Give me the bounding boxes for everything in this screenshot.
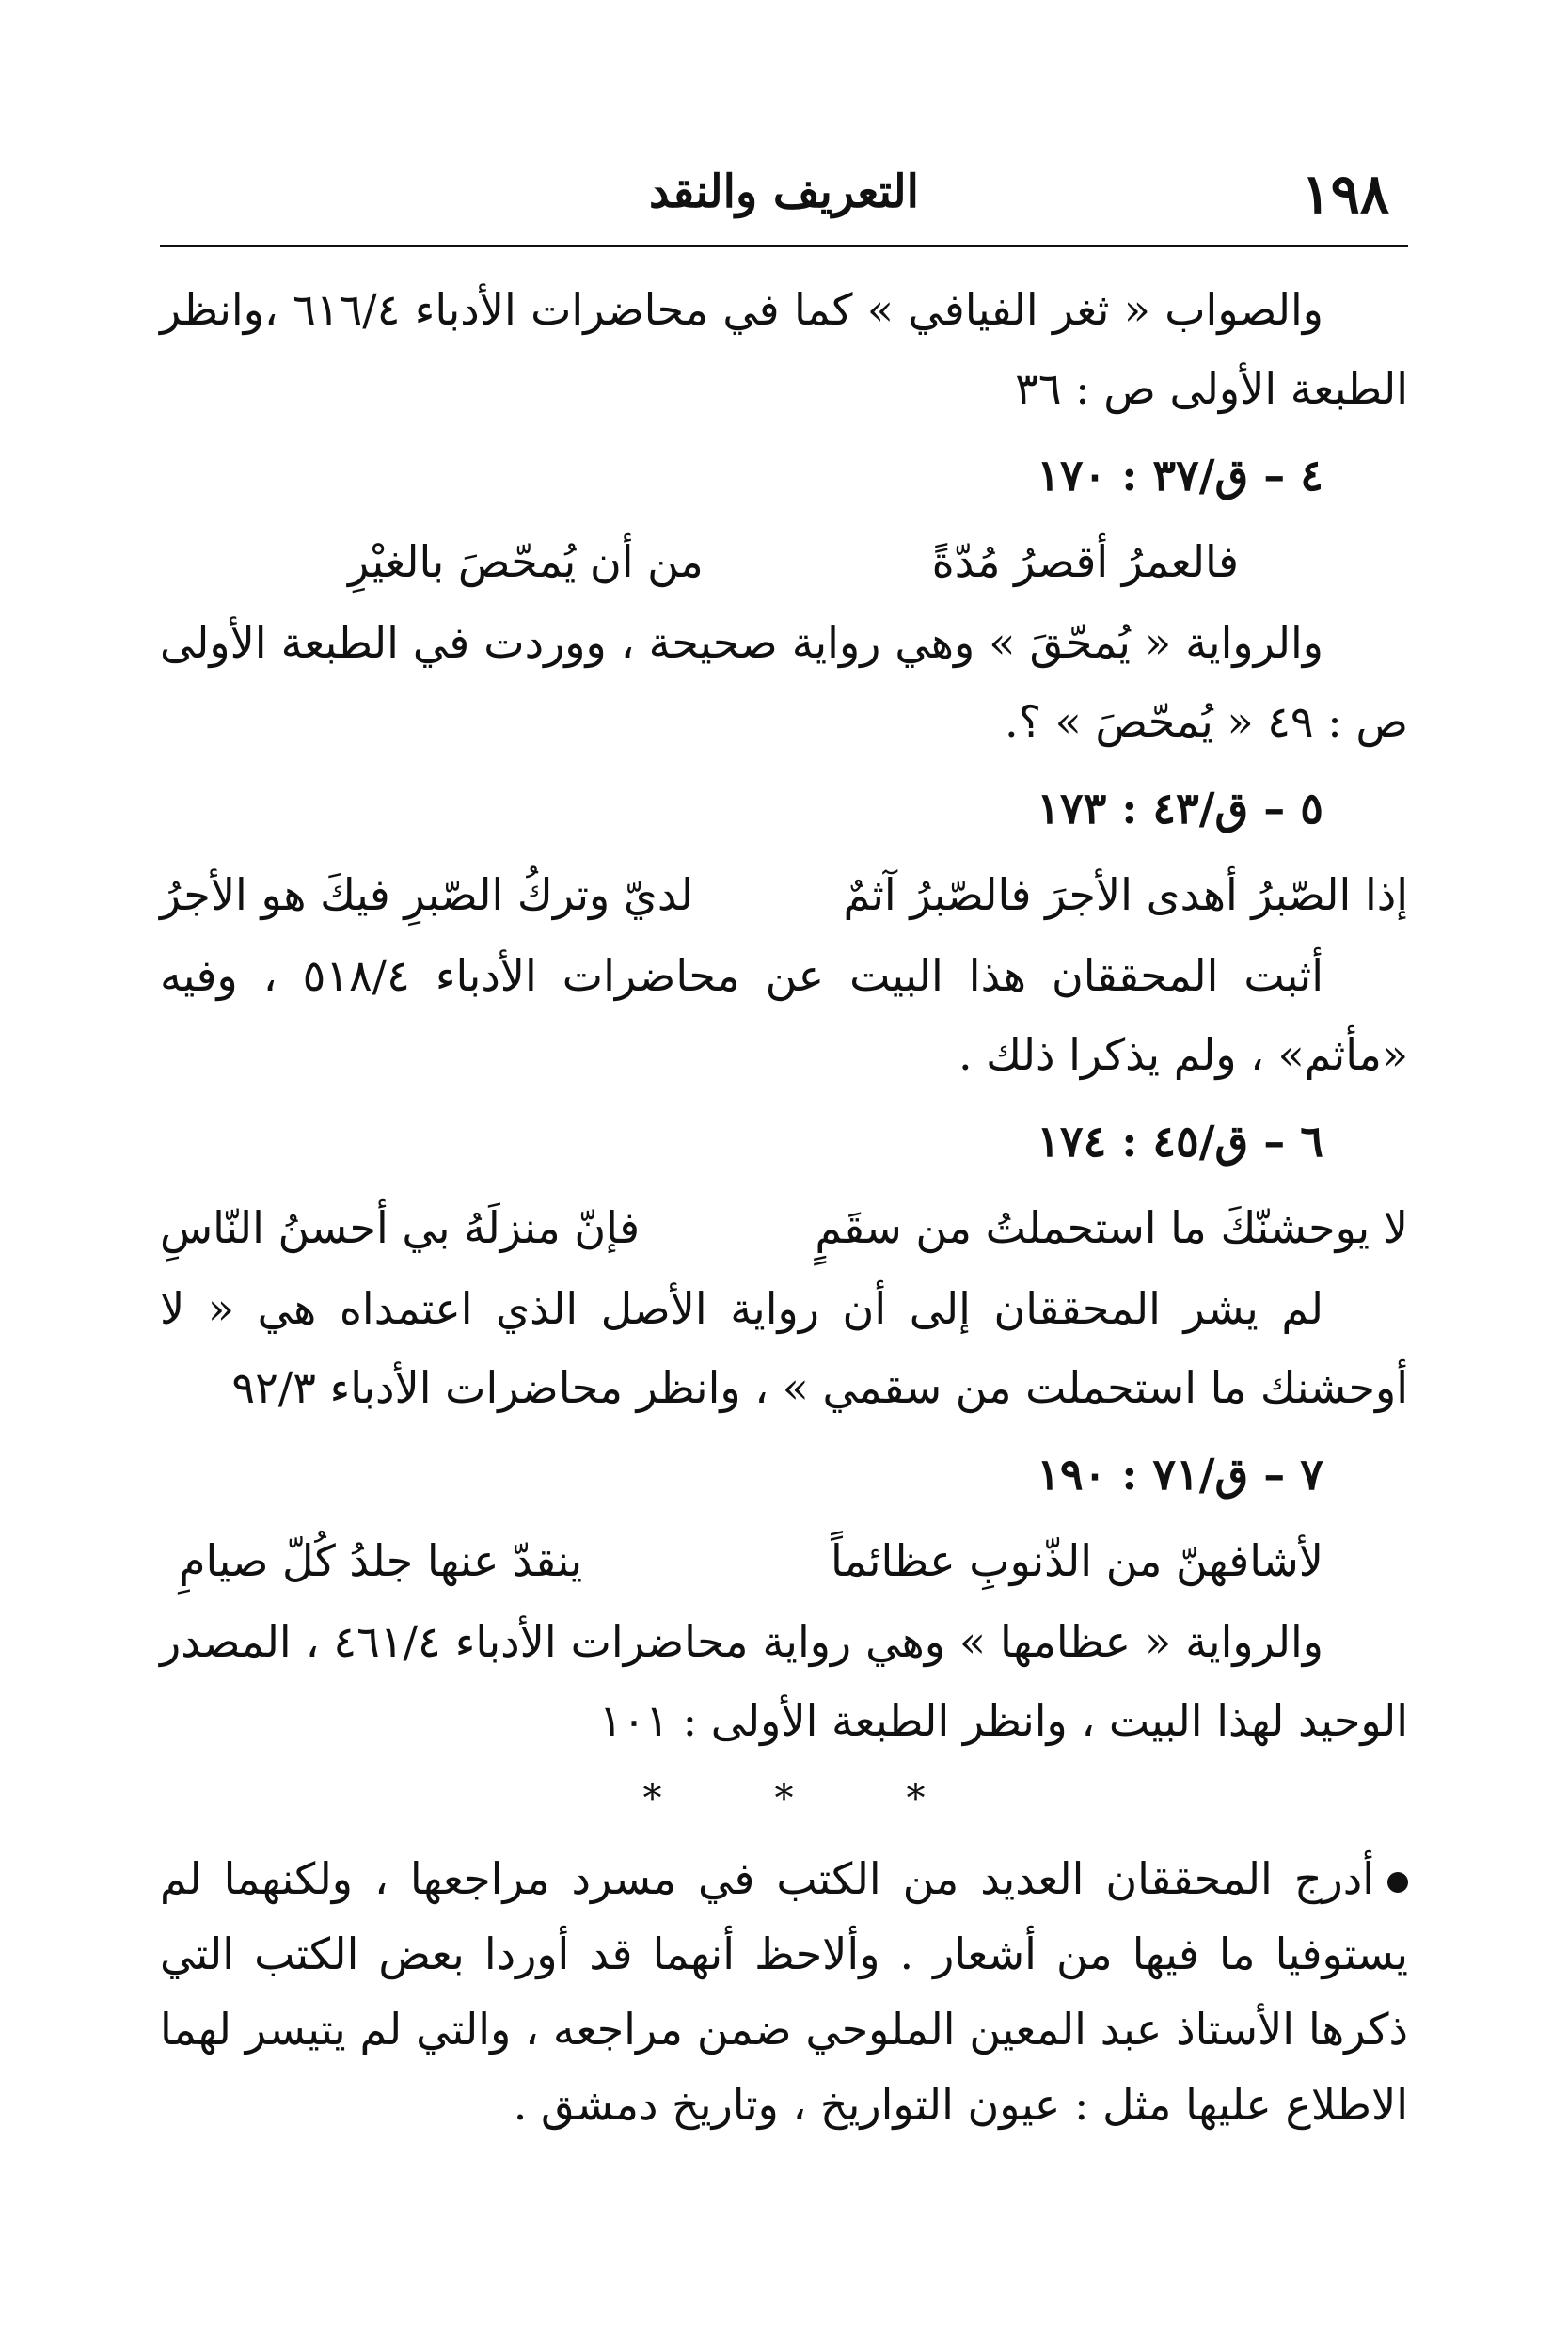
closing-note-text: أدرج المحققان العديد من الكتب في مسرد مراجعها ، ولكنهما لم يستوفيا ما فيها من أشعار . وألاحظ أنهما قد أوردا بعض الكتب التي ذكرها الأستاذ عبد المعين الملوحي ضمن مراجعه ، والتي لم يتيسر لهما الاطلاع عليها مثل : عيون التواريخ ، وتاريخ دمشق . [160, 1853, 1408, 2130]
closing-note [160, 1841, 1408, 2142]
header-rule [160, 245, 1408, 247]
section-separator [160, 1777, 1408, 1820]
entry-7 [160, 1436, 1408, 1760]
entry-7-verse [160, 1519, 1408, 1602]
entry-6-verse-first-hemistich: لا يوحشنّكَ ما استحملتُ من سقَمٍ [815, 1202, 1408, 1253]
entry-6-head: ٦ – ق/٤٥ : ١٧٤ [1037, 1116, 1323, 1167]
entry-7-comment: والرواية « عظامها » وهي رواية محاضرات الأدباء ٤٦١/٤ ، المصدر الوحيد لهذا البيت ، وانظر الطبعة الأولى : ١٠١ [160, 1616, 1408, 1746]
entry-5 [160, 770, 1408, 1094]
entry-7-head: ٧ – ق/٧١ : ١٩٠ [1037, 1449, 1323, 1500]
closing-note-paragraph [160, 1841, 1408, 2142]
running-title: التعريف والنقد [649, 166, 919, 218]
bullet-icon [1387, 1872, 1408, 1893]
entry-7-verse-second-hemistich: ينقدّ عنها جلدُ كُلّ صيامِ [179, 1535, 583, 1586]
page-header [160, 141, 1408, 245]
page-content [160, 141, 1408, 2142]
separator-star: * [774, 1777, 794, 1820]
entry-4-verse-first-hemistich: فالعمرُ أقصرُ مُدّةً [931, 536, 1239, 587]
entry-5-head: ٥ – ق/٤٣ : ١٧٣ [1037, 783, 1323, 833]
intro-paragraph: والصواب « ثغر الفيافي » كما في محاضرات الأدباء ٦١٦/٤ ،وانظر الطبعة الأولى ص : ٣٦ [160, 284, 1408, 414]
entry-5-verse-second-hemistich: لديّ وتركُ الصّبرِ فيكَ هو الأجرُ [160, 869, 694, 920]
entry-7-verse-first-hemistich: لأشافهنّ من الذّنوبِ عظائماً [831, 1535, 1323, 1586]
entry-4-comment: والرواية « يُمحّقَ » وهي رواية صحيحة ، ووردت في الطبعة الأولى ص : ٤٩ « يُمحّصَ » ؟. [160, 617, 1408, 747]
entry-4-verse-second-hemistich: من أن يُمحّصَ بالغيْرِ [348, 536, 704, 587]
entry-5-comment: أثبت المحققان هذا البيت عن محاضرات الأدباء ٥١٨/٤ ، وفيه «مأثم» ، ولم يذكرا ذلك . [160, 950, 1408, 1080]
entry-6 [160, 1103, 1408, 1427]
page-number: ١٩٨ [1301, 162, 1389, 226]
entry-6-comment: لم يشر المحققان إلى أن رواية الأصل الذي اعتمداه هي « لا أوحشنك ما استحملت من سقمي » ، وانظر محاضرات الأدباء ٩٢/٣ [160, 1283, 1408, 1413]
entry-6-verse [160, 1186, 1408, 1269]
separator-star: * [642, 1777, 662, 1820]
entry-4 [160, 437, 1408, 761]
entry-5-verse [160, 853, 1408, 936]
separator-star: * [906, 1777, 926, 1820]
entry-4-head: ٤ – ق/٣٧ : ١٧٠ [1037, 450, 1323, 500]
entry-6-verse-second-hemistich: فإنّ منزلَهُ بي أحسنُ النّاسِ [160, 1202, 641, 1253]
entry-4-verse [160, 520, 1408, 603]
entry-5-verse-first-hemistich: إذا الصّبرُ أهدى الأجرَ فالصّبرُ آثمٌ [843, 869, 1408, 920]
